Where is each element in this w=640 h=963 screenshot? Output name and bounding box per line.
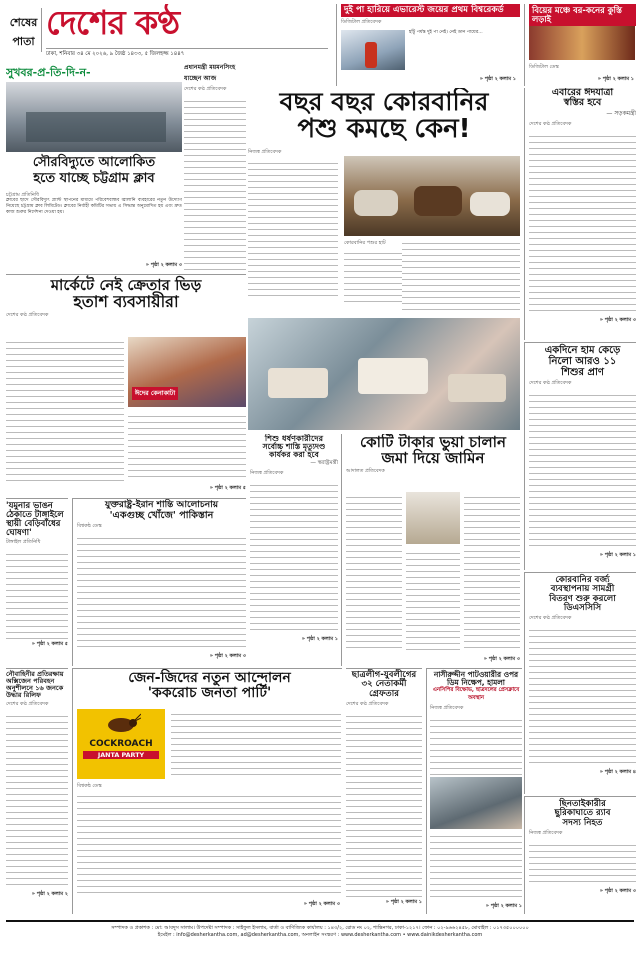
jamuna-body [6,549,68,639]
market-more[interactable]: » পৃষ্ঠা ২ কলাম ৫ [209,485,246,491]
footer-line-1: সম্পাদক ও প্রকাশক : মো: আবদুস সালাম। উপদেষ্টা সম্পাদক : সাইফুল ইসলাম, বার্তা ও বাণিজ্যিক কার্যালয় : ১৪৩/২, রোড নং ০২, শান্তিনগর, ঢাকা-১২১৭। ফোন : ০২-৯৬৬২৪৫৮, মোবাইল : ০১৭৩৫০০০০০০ [111,925,529,931]
everest-headline[interactable]: দুই পা হারিয়ে এভারেস্ট জয়ের প্রথম বিশ্বরেকর্ড [341,4,520,17]
child-headline-3[interactable]: কার্যকর করা হবে [269,450,319,460]
cockroach-headline-2[interactable]: 'ককরোচ জনতা পার্টি' [147,685,272,702]
waste-story [524,572,636,794]
corner-top-text: শেষের [9,16,38,29]
subarta-label: সুখবর-প্র-তি-দি-ন- [6,64,182,86]
hospital-photo [248,318,520,430]
everest-byline: ডিজিটাল প্রতিবেদক [341,19,382,26]
subarta-section [6,64,182,270]
snatch-more[interactable]: » পৃষ্ঠা ২ কলাম ৩ [599,887,636,894]
masthead-logo [46,4,326,46]
iran-headline-1[interactable]: যুক্তরাষ্ট্র-ইরান শান্তি আলোচনায় [104,500,219,510]
arrest-story [346,668,422,914]
navy-headline-4[interactable]: উদ্ধার রিলিফ [6,691,41,700]
main-byline: নিজস্ব প্রতিবেদক [248,149,282,156]
kusti-photo [529,26,635,60]
cockroach-body [171,709,341,779]
child-rights-story [250,434,342,666]
everest-caption: হাঁটু পর্যন্ত দুই পা নেই। নেই ডান পায়ের... [409,30,483,35]
child-more[interactable]: » পৃষ্ঠা ২ কলাম ১ [301,636,338,643]
eid-headline-1[interactable]: এবারের ঈদযাত্রা [551,88,614,98]
market-body [6,337,124,481]
waste-more[interactable]: » পৃষ্ঠা ২ কলাম ৪ [599,769,636,776]
iran-byline: বিশ্বকন্ঠ ডেস্ক [77,523,102,530]
kusti-byline: ডিজিটাল ডেস্ক [529,64,559,70]
ham-body [529,390,636,550]
everest-photo [341,30,405,70]
kusti-teaser [524,4,636,86]
invoice-headline-1[interactable]: কোটি টাকার ভুয়া চালান [360,434,506,451]
snatch-headline-3[interactable]: সদস্য নিহত [562,817,603,828]
ham-byline: দেশের কণ্ঠ প্রতিবেদক [529,380,572,387]
cockroach-logo [77,709,165,779]
arrest-more[interactable]: » পৃষ্ঠা ২ কলাম ১ [385,898,422,905]
everest-teaser [336,4,520,86]
market-photo-label: ঈদের কেনাকাটা [132,387,178,400]
waste-headline-1[interactable]: কোরবানির বর্জ্য [555,575,610,585]
masthead-corner [6,8,42,52]
cockroach-story [72,668,342,914]
jamuna-byline: টাঙ্গাইল প্রতিনিধি [6,539,41,546]
child-signature: — স্বরাষ্ট্রমন্ত্রী [310,460,338,467]
snatch-body [529,840,636,886]
ham-headline-1[interactable]: একদিনে হাম কেড়ে [544,345,621,356]
jamuna-more[interactable]: » পৃষ্ঠা ২ কলাম ৫ [31,641,68,648]
market-story [6,274,246,494]
logo-text: দেশের কণ্ঠ [46,4,180,42]
pm-kicker[interactable]: প্রধানমন্ত্রী ময়মনসিংহ যাচ্ছেন আজ [184,64,236,82]
market-body-2 [128,411,246,481]
subarta-byline: চট্টগ্রাম প্রতিনিধি [6,192,39,198]
kusti-headline[interactable]: বিয়ের মঞ্চে বর-কনের কুস্তি লড়াই [529,4,636,26]
main-headline-1[interactable]: বছর বছর কোরবানির [279,88,489,116]
snatch-story [524,796,636,914]
iran-more[interactable]: » পৃষ্ঠা ২ কলাম ৩ [209,653,246,660]
iran-body [77,533,246,651]
cockroach-body-2 [77,791,341,895]
navy-more[interactable]: » পৃষ্ঠা ২ কলাম ২ [31,891,68,898]
eid-body [529,131,636,315]
invoice-body [346,492,402,652]
child-body [250,480,338,634]
main-caption: কোরবানির পশুর হাট [344,240,386,246]
navy-story [6,668,68,914]
navy-headline-1[interactable]: নৌবাহিনীর প্রতিরক্ষায় [6,670,64,678]
invoice-byline: আদালত প্রতিবেদক [346,468,385,475]
nasir-body [430,715,522,775]
eid-more[interactable]: » পৃষ্ঠা ২ কলাম ৩ [599,317,636,324]
jamuna-headline-3[interactable]: স্থায়ী বেড়িবাঁধের [6,518,61,529]
cockroach-logo-bottom: JANTA PARTY [83,751,159,759]
main-headline-2[interactable]: পশু কমছে কেন! [297,114,471,144]
nasir-more[interactable]: » পৃষ্ঠা ২ কলাম ১ [485,902,522,909]
waste-headline-4[interactable]: ডিএসসিসি [563,602,602,613]
dateline: ঢাকা, শনিবার ৩৪ মে ২০২৬, ৯ জৈষ্ঠ ১৪৩৩, ৫ জিলহজ্জ ১৪৪৭ [46,48,328,58]
ham-more[interactable]: » পৃষ্ঠা ২ কলাম ১ [599,552,636,559]
cockroach-icon [101,713,141,735]
eid-travel-story [524,88,636,340]
nasir-headline-2[interactable]: ডিম নিক্ষেপ, হামলা [447,677,505,687]
invoice-headline-2[interactable]: জমা দিয়ে জামিন [381,449,485,468]
main-body-3 [402,238,520,314]
subarta-headline-1[interactable]: সৌরবিদ্যুতে আলোকিত [32,155,156,170]
imprint-footer [6,920,634,958]
main-photo [344,156,520,236]
navy-byline: দেশের কণ্ঠ প্রতিবেদক [6,701,49,708]
market-headline-1[interactable]: মার্কেটে নেই ক্রেতার ভিড় [50,276,202,294]
cockroach-headline-1[interactable]: জেন-জিদের নতুন আন্দোলন [128,670,291,686]
subarta-more[interactable]: » পৃষ্ঠা ২ কলাম ৩ [145,262,182,268]
invoice-body-3 [406,548,460,652]
nasir-subhead: এনসিপির বিক্ষোভ, ছাত্রদলের প্রেসক্লাবে অবস্থান [432,686,520,701]
main-body [248,158,338,298]
nasiruddin-story [426,668,522,914]
subarta-headline-2[interactable]: হতে যাচ্ছে চট্টগ্রাম ক্লাব [33,171,155,186]
pm-byline: দেশের কণ্ঠ প্রতিবেদক [184,86,227,92]
snatch-headline-1[interactable]: ছিনতাইকারীর [559,799,606,809]
eid-headline-2[interactable]: স্বস্তির হবে [563,97,602,109]
iran-headline-2[interactable]: 'একগুচ্ছ খোঁজে' পাকিস্তান [109,509,214,521]
snatch-headline-2[interactable]: ছুরিকাঘাতে র‍্যাব [554,808,611,819]
navy-headline-2[interactable]: অক্সিজেন পরিবহন [6,677,55,686]
corner-bottom-text: পাতা [12,35,35,48]
subarta-photo [6,82,182,152]
arrest-headline-1[interactable]: ছাত্রলীগ-যুবলীগের [351,670,417,680]
cockroach-byline: বিশ্বকন্ঠ ডেস্ক [77,783,102,789]
iran-story [72,498,246,666]
subarta-body: ক্লাবের ছাদে সৌরবিদ্যুৎ প্ল্যান্ট স্থাপনের মাধ্যমে পরিবেশবান্ধব জ্বালানি ব্যবহারের নতুন উদ্যোগ নিয়েছে চট্টগ্রাম ক্লাব লিমিটেড। ক্লাবের নির্বাহী কমিটির সভায় এ সিদ্ধান্ত অনুমোদিত হয় এবং দ্রুত কাজ শুরুর নির্দেশনা দেওয়া হয়। [6,198,182,216]
navy-headline-3[interactable]: অনুশীলনে ১৬ জনকে [6,684,64,693]
market-headline-2[interactable]: হতাশ ব্যবসায়ীরা [73,292,179,312]
arrest-headline-3[interactable]: গ্রেফতার [369,688,399,699]
arrest-body [346,711,422,897]
kusti-more[interactable]: » পৃষ্ঠা ২ কলাম ১ [597,76,634,82]
jamuna-headline-4[interactable]: ঘোষণা' [6,527,32,538]
waste-headline-3[interactable]: বিতরণ শুরু করলো [549,593,616,604]
jamuna-story [6,498,68,666]
nasir-body-2 [430,831,522,901]
waste-byline: দেশের কণ্ঠ প্রতিবেদক [529,615,572,622]
snatch-byline: নিজস্ব প্রতিবেদক [529,829,563,836]
market-byline: দেশের কণ্ঠ প্রতিবেদক [6,312,49,319]
waste-body [529,625,636,767]
navy-body [6,711,68,889]
waste-headline-2[interactable]: ব্যবস্থাপনায় সামগ্রী [550,584,615,595]
cockroach-more[interactable]: » পৃষ্ঠা ২ কলাম ৩ [303,901,340,907]
child-headline-1[interactable]: শিশু ধর্ষণকারীদের [264,434,324,443]
everest-more[interactable]: » পৃষ্ঠা ২ কলাম ১ [479,76,516,82]
invoice-more[interactable]: » পৃষ্ঠা ২ কলাম ৩ [483,656,520,662]
jamuna-headline-1[interactable]: 'যমুনার ভাঙন [6,500,53,510]
masthead [6,4,328,60]
eid-signature: — সড়কমন্ত্রী [606,110,636,118]
nasir-byline: নিজস্ব প্রতিবেদক [430,704,464,711]
ham-headline-3[interactable]: শিশুর প্রাণ [561,366,604,378]
eid-byline: দেশের কণ্ঠ প্রতিবেদক [529,121,572,128]
pm-body [184,96,246,272]
jamuna-headline-2[interactable]: ঠেকাতে টাঙ্গাইলে [6,509,64,520]
invoice-body-2 [464,492,520,652]
child-headline-2[interactable]: সর্বোচ্চ শাস্তি মৃত্যুদণ্ড [262,441,326,451]
invoice-photo [406,492,460,544]
footer-line-2: ইমেইল : info@desherkantha.com, ad@desherkantha.com, অনলাইন সংস্করণ : www.desherkantha.com • www.dainikdesherkantha.com [157,932,483,938]
cockroach-logo-top: COCKROACH [89,739,153,749]
nasir-photo [430,777,522,829]
child-byline: নিজস্ব প্রতিবেদক [250,470,284,477]
nasir-headline-1[interactable]: নাসীরুদ্দীন পাটওয়ারীর ওপর [433,670,519,679]
arrest-headline-2[interactable]: ৩২ নেতাকর্মী [361,679,407,690]
ham-headline-2[interactable]: নিলো আরও ১১ [548,355,617,367]
pm-story [184,62,246,272]
invoice-story [346,434,520,666]
ham-story [524,342,636,570]
arrest-byline: দেশের কণ্ঠ প্রতিবেদক [346,700,389,707]
